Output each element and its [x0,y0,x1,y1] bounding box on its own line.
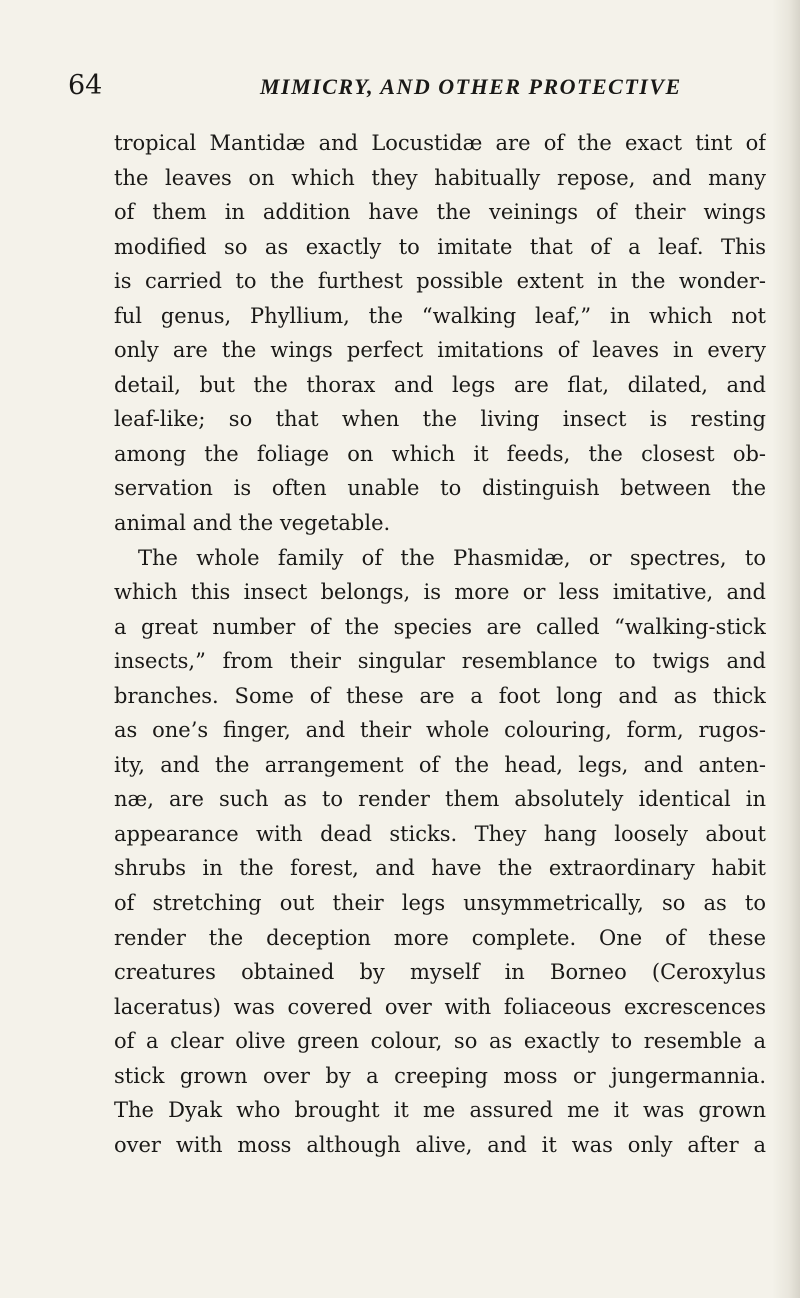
text-line: the leaves on which they habitually repose, and many [114,165,766,190]
text-line: detail, but the thorax and legs are flat, dilated, and [114,372,766,397]
text-line: The Dyak who brought it me assured me it was grown [114,1098,766,1123]
text-line: insects,” from their singular resemblance to twigs and [114,649,766,674]
body-text [114,126,766,1162]
text-line: of a clear olive green colour, so as exactly to resemble a [114,1029,766,1054]
text-line: of stretching out their legs unsymmetrically, so as to [114,891,766,916]
text-line: The whole family of the Phasmidæ, or spectres, to [138,545,766,570]
text-line: only are the wings perfect imitations of leaves in every [114,338,766,363]
text-line: stick grown over by a creeping moss or jungermannia. [114,1063,766,1088]
text-line: among the foliage on which it feeds, the closest ob- [114,441,766,466]
text-line: as one’s finger, and their whole colouring, form, rugos- [114,718,766,743]
text-line: creatures obtained by myself in Borneo (Ceroxylus [114,960,766,985]
page-number: 64 [68,70,103,101]
text-line: ity, and the arrangement of the head, legs, and anten- [114,752,766,777]
text-line: servation is often unable to distinguish between the [114,476,766,501]
text-line: ful genus, Phyllium, the “walking leaf,” in which not [114,303,766,328]
page-header [68,70,768,110]
text-line: of them in addition have the veinings of their wings [114,200,766,225]
text-line: næ, are such as to render them absolutely identical in [114,787,766,812]
running-head: MIMICRY, AND OTHER PROTECTIVE [260,74,682,99]
text-line: appearance with dead sticks. They hang loosely about [114,821,766,846]
text-line: shrubs in the forest, and have the extraordinary habit [114,856,766,881]
text-line: branches. Some of these are a foot long and as thick [114,683,766,708]
text-line: is carried to the furthest possible extent in the wonder- [114,269,766,294]
text-line: modified so as exactly to imitate that of a leaf. This [114,234,766,259]
page-edge-shadow [772,0,800,1298]
text-line: leaf-like; so that when the living insect is resting [114,407,766,432]
text-line: over with moss although alive, and it was only after a [114,1132,766,1157]
text-line: animal and the vegetable. [114,511,391,536]
text-line: tropical Mantidæ and Locustidæ are of the exact tint of [114,131,766,155]
text-line: a great number of the species are called “walking-stick [114,614,766,639]
text-line: which this insect belongs, is more or less imitative, and [114,580,766,605]
text-line: render the deception more complete. One of these [114,925,766,950]
text-line: laceratus) was covered over with foliaceous excrescences [114,994,766,1019]
